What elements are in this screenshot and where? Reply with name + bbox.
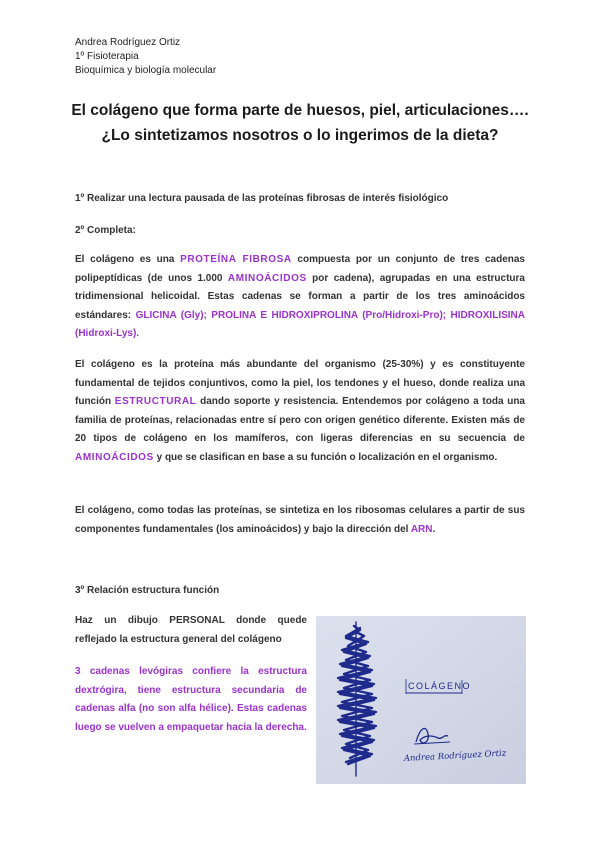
answer-keyword: AMINOÁCIDOS <box>227 272 307 284</box>
answer-keyword: AMINOÁCIDOS <box>75 451 154 463</box>
section-2-heading: 2º Completa: <box>75 225 136 236</box>
collagen-helix-drawing <box>316 616 526 784</box>
answer-keyword: PROTEÍNA FIBROSA <box>180 254 292 265</box>
subject-name: Bioquímica y biología molecular <box>75 65 217 76</box>
text-run: El colágeno es la proteína más abundante del organismo (25-30%) y es constituyente fundamental de tejidos conjuntivos, como la piel, los tendones y el hueso, donde realiza una función <box>75 359 525 407</box>
section-1-heading: 1º Realizar una lectura pausada de las proteínas fibrosas de interés fisiológico <box>75 193 449 204</box>
collagen-drawing-photo <box>316 616 526 784</box>
drawing-instruction: Haz un dibujo PERSONAL donde quede reflejado la estructura general del colágeno <box>75 615 307 645</box>
section-3-heading: 3º Relación estructura función <box>75 585 220 596</box>
text-run: dando soporte y resistencia. Entendemos por colágeno a toda una familia de proteínas, relacionadas entre sí pero con origen genético diferente. Existen más de 20 tipos de colágeno en los mamíferos, con ligeras diferencias en su secuencia de <box>75 396 525 444</box>
text-run: por cadena), agrupadas en una estructura tridimensional helicoidal. Estas cadenas se forman a partir de los tres aminoácidos estándares: <box>75 272 525 321</box>
course-name: 1º Fisioterapia <box>75 51 139 62</box>
text-run: . <box>432 523 436 535</box>
answer-keyword: ARN <box>410 523 433 535</box>
svg-text:Andrea Rodríguez Ortiz: Andrea Rodríguez Ortiz <box>403 748 507 764</box>
text-run: y que se clasifican en base a su función o localización en el organismo. <box>153 451 498 463</box>
structure-answer: 3 cadenas levógiras confiere la estructura dextrógira, tiene estructura secundaria de cadenas alfa (no son alfa hélice). Estas cadenas luego se vuelven a empaquetar hacia la derecha. <box>75 666 307 733</box>
paragraph-definition <box>75 251 525 344</box>
text-run: El colágeno es una <box>75 254 181 265</box>
header-block <box>75 36 216 78</box>
author-name: Andrea Rodríguez Ortiz <box>75 37 181 48</box>
paragraph-synthesis <box>75 502 525 539</box>
answer-keyword: ESTRUCTURAL <box>114 396 197 407</box>
paragraph-function <box>75 356 525 467</box>
text-run: El colágeno, como todas las proteínas, se sintetiza en los ribosomas celulares a partir de sus componentes fundamentales (los aminoácidos) y bajo la dirección del <box>75 505 525 535</box>
text-run: compuesta por un conjunto de tres cadenas polipeptídicas (de unos 1.000 <box>75 254 525 284</box>
answer-keyword: GLICINA (Gly); PROLINA E HIDROXIPROLINA (Pro/Hidroxi-Pro); HIDROXILISINA (Hidroxi-Lys). <box>75 309 525 339</box>
document-title: El colágeno que forma parte de huesos, piel, articulaciones…. ¿Lo sintetizamos nosotros o lo ingerimos de la dieta? <box>71 102 529 144</box>
svg-text:COLÁGENO: COLÁGENO <box>408 681 472 691</box>
